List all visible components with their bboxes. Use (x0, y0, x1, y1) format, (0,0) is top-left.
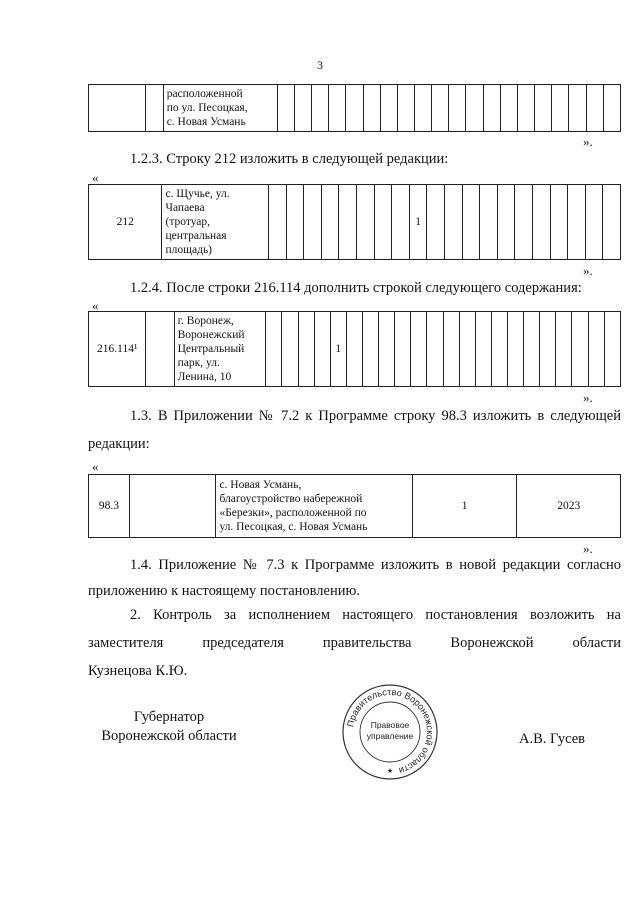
stamp-inner-line1: Правовое (370, 720, 410, 730)
quote-open: « (92, 459, 99, 474)
table-row-216-114-1 (88, 311, 621, 387)
table4-year-cell: 2023 (517, 475, 621, 538)
table2-address-cell (162, 185, 269, 260)
signatory-name: А.В. Гусев (519, 731, 585, 747)
table2-address-line: Чапаева (165, 202, 205, 214)
table-row (89, 85, 621, 132)
table2-address-line: с. Щучье, ул. (165, 188, 230, 200)
official-stamp (340, 682, 440, 782)
table4-address-line: благоустройство набережной (219, 493, 363, 505)
table3-address-line: парк, ул. (177, 357, 220, 369)
table-row-212 (88, 184, 621, 260)
table4-address-line: ул. Песоцкая, с. Новая Усмань (219, 521, 368, 533)
quote-close: ». (583, 134, 593, 149)
stamp-star-icon: ★ (386, 768, 394, 775)
table-row (89, 475, 621, 538)
table1-address-line: с. Новая Усмань (166, 116, 246, 128)
paragraph-2-line2: заместителя председателя правительства Воронежской области (88, 635, 621, 651)
table4-address-line: с. Новая Усмань, (219, 479, 302, 491)
table3-address-line: Центральный (177, 343, 245, 355)
stamp-outer-text: Правительство Воронежской области (345, 686, 436, 776)
table3-num-cell: 216.114¹ (89, 312, 146, 387)
table2-address-line: (тротуар, (165, 216, 211, 228)
quote-open: « (92, 298, 99, 313)
signatory-title-line1: Губернатор (133, 709, 205, 725)
table3-address-line: г. Воронеж, (177, 315, 234, 327)
table4-address-cell (216, 475, 412, 538)
table1-address-line: расположенной (166, 88, 243, 100)
table4-value-cell: 1 (412, 475, 517, 538)
table2-num-cell: 212 (89, 185, 162, 260)
paragraph-1-3-line2: редакции: (88, 436, 150, 452)
table2-address-line: центральная (165, 230, 227, 242)
paragraph-1-2-4: 1.2.4. После строки 216.114 дополнить строкой следующего содержания: (130, 280, 582, 296)
paragraph-1-4-line2: приложению к настоящему постановлению. (88, 583, 360, 599)
table4-address-line: «Березки», расположенной по (219, 507, 367, 519)
stamp-inner-line2: управление (366, 731, 414, 741)
table3-address-line: Ленина, 10 (177, 371, 232, 383)
table-row (89, 312, 621, 387)
table2-value-cell: 1 (409, 185, 427, 260)
paragraph-1-4-line1: 1.4. Приложение № 7.3 к Программе изложить в новой редакции согласно (130, 557, 621, 573)
signatory-title-line2: Воронежской области (101, 728, 237, 744)
paragraph-1-3-line1: 1.3. В Приложении № 7.2 к Программе строку 98.3 изложить в следующей (130, 408, 621, 424)
table-row (89, 185, 621, 260)
table-continuation (88, 84, 621, 132)
table4-num-cell: 98.3 (89, 475, 130, 538)
table-row-98-3 (88, 474, 621, 538)
page-number: 3 (317, 58, 323, 72)
quote-close: ». (583, 263, 593, 278)
table3-value-cell: 1 (330, 312, 346, 387)
table1-address-cell (163, 85, 277, 132)
quote-close: ». (583, 390, 593, 405)
table3-address-line: Воронежский (177, 329, 245, 341)
quote-close: ». (583, 541, 593, 556)
table3-address-cell (174, 312, 266, 387)
table1-address-line: по ул. Песоцкая, (166, 102, 248, 114)
quote-open: « (92, 170, 99, 185)
table2-address-line: площадь) (165, 244, 213, 256)
paragraph-1-2-3: 1.2.3. Строку 212 изложить в следующей редакции: (130, 151, 449, 167)
paragraph-2-line3: Кузнецова К.Ю. (88, 663, 188, 679)
paragraph-2-line1: 2. Контроль за исполнением настоящего постановления возложить на (130, 607, 621, 623)
